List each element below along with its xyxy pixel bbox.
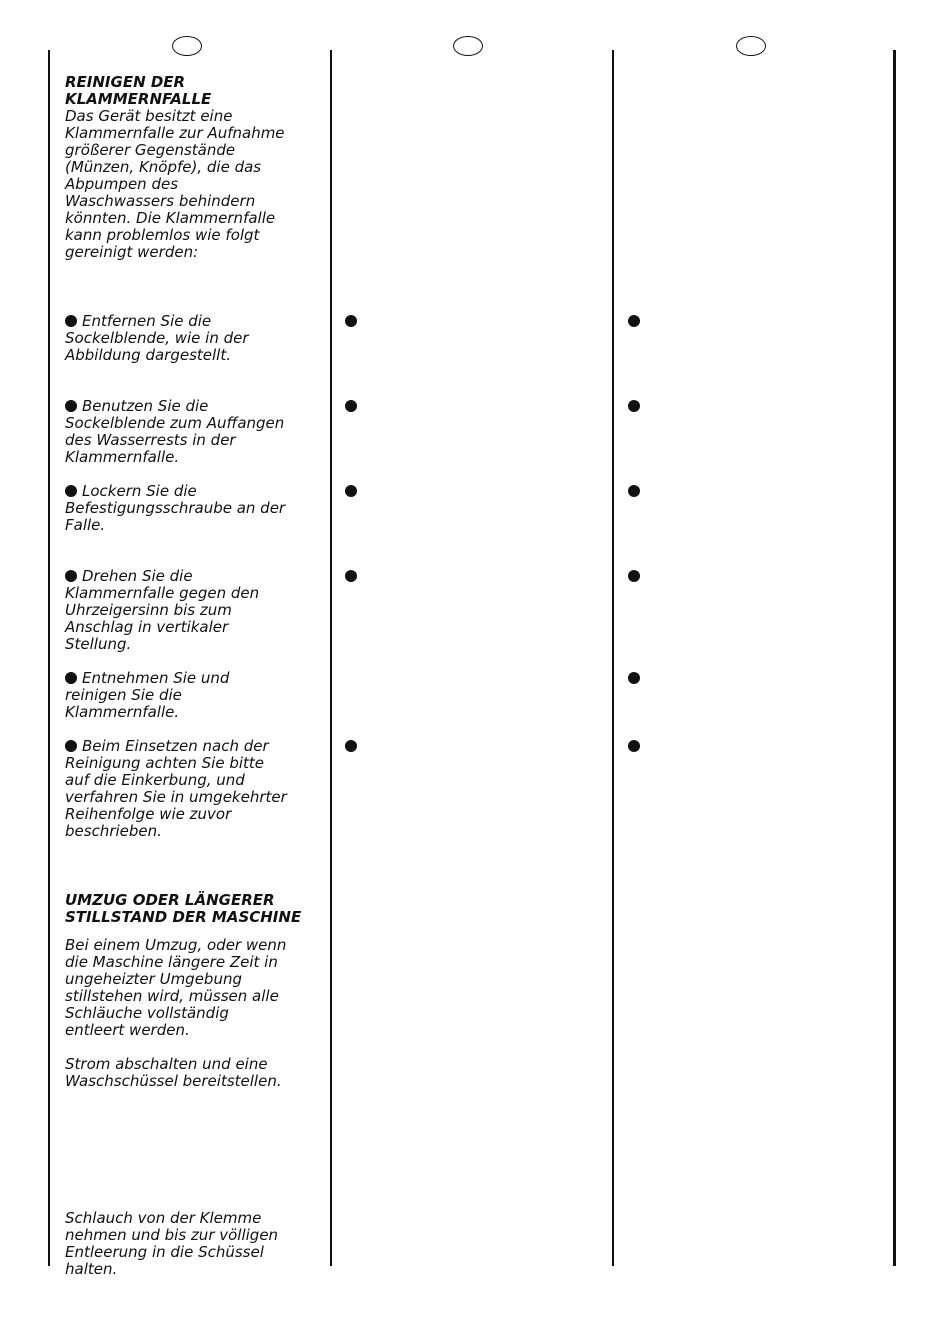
column-rule-right xyxy=(893,50,896,1266)
bullet-dot-icon xyxy=(628,315,640,327)
section2-paragraph xyxy=(65,1056,323,1090)
text-line: Klammernfalle gegen den xyxy=(65,584,260,602)
bullet-dot-icon xyxy=(628,672,640,684)
text-line: des Wasserrests in der xyxy=(65,431,236,449)
bullet-dot-icon xyxy=(65,672,77,684)
text-line: Klammernfalle. xyxy=(65,448,180,466)
text-line: Reinigung achten Sie bitte xyxy=(65,754,265,772)
text-line: Sockelblende, wie in der xyxy=(65,329,249,347)
step-item xyxy=(65,398,323,466)
bullet-dot-icon xyxy=(345,740,357,752)
section2-title-line: UMZUG ODER LÄNGERER xyxy=(65,891,275,909)
text-line: Benutzen Sie die xyxy=(82,397,209,415)
step-item xyxy=(65,670,323,721)
text-line: Das Gerät besitzt eine xyxy=(65,107,233,125)
bullet-dot-icon xyxy=(628,570,640,582)
bullet-dot-icon xyxy=(345,570,357,582)
bullet-dot-icon xyxy=(65,570,77,582)
section2-paragraph xyxy=(65,1210,323,1278)
text-line: nehmen und bis zur völligen xyxy=(65,1226,279,1244)
step-item xyxy=(65,738,323,840)
bullet-dot-icon xyxy=(628,400,640,412)
section1-title-line: REINIGEN DER xyxy=(65,73,186,91)
column-rule-left xyxy=(48,50,50,1266)
bullet-dot-icon xyxy=(628,485,640,497)
text-line: Abbildung dargestellt. xyxy=(65,346,232,364)
bullet-dot-icon xyxy=(628,740,640,752)
text-line: Stellung. xyxy=(65,635,132,653)
text-line: Entnehmen Sie und xyxy=(82,669,230,687)
text-line: Schläuche vollständig xyxy=(65,1004,229,1022)
text-line: Falle. xyxy=(65,516,106,534)
text-line: Bei einem Umzug, oder wenn xyxy=(65,936,287,954)
text-line: reinigen Sie die xyxy=(65,686,182,704)
text-line: die Maschine längere Zeit in xyxy=(65,953,278,971)
bullet-dot-icon xyxy=(65,315,77,327)
bullet-dot-icon xyxy=(65,740,77,752)
section2-title xyxy=(65,892,323,926)
text-line: Lockern Sie die xyxy=(82,482,197,500)
text-line: gereinigt werden: xyxy=(65,243,199,261)
text-line: stillstehen wird, müssen alle xyxy=(65,987,279,1005)
text-line: (Münzen, Knöpfe), die das xyxy=(65,158,262,176)
text-line: Befestigungsschraube an der xyxy=(65,499,286,517)
text-line: Entleerung in die Schüssel xyxy=(65,1243,264,1261)
bullet-dot-icon xyxy=(345,400,357,412)
text-line: verfahren Sie in umgekehrter xyxy=(65,788,287,806)
text-line: Sockelblende zum Auffangen xyxy=(65,414,285,432)
step-item xyxy=(65,483,323,534)
text-line: halten. xyxy=(65,1260,118,1278)
section2-title-line: STILLSTAND DER MASCHINE xyxy=(65,908,302,926)
bullet-dot-icon xyxy=(345,485,357,497)
text-line: Uhrzeigersinn bis zum xyxy=(65,601,232,619)
text-line: größerer Gegenstände xyxy=(65,141,236,159)
text-line: Reihenfolge wie zuvor xyxy=(65,805,232,823)
language-circle-col3 xyxy=(736,36,766,56)
text-line: entleert werden. xyxy=(65,1021,190,1039)
text-line: Waschschüssel bereitstellen. xyxy=(65,1072,282,1090)
column-rule-middle-right xyxy=(612,50,614,1266)
text-line: Drehen Sie die xyxy=(82,567,193,585)
text-line: kann problemlos wie folgt xyxy=(65,226,260,244)
text-line: Schlauch von der Klemme xyxy=(65,1209,262,1227)
language-circle-col2 xyxy=(453,36,483,56)
text-line: Beim Einsetzen nach der xyxy=(82,737,269,755)
text-line: Klammernfalle zur Aufnahme xyxy=(65,124,285,142)
text-line: auf die Einkerbung, und xyxy=(65,771,245,789)
text-line: Anschlag in vertikaler xyxy=(65,618,229,636)
section2-paragraph xyxy=(65,937,323,1039)
column-rule-middle-left xyxy=(330,50,332,1266)
step-item xyxy=(65,313,323,364)
text-line: ungeheizter Umgebung xyxy=(65,970,242,988)
step-item xyxy=(65,568,323,653)
bullet-dot-icon xyxy=(65,485,77,497)
section1-intro xyxy=(65,108,323,261)
section1-title-line: KLAMMERNFALLE xyxy=(65,90,212,108)
section1-title xyxy=(65,74,323,108)
bullet-dot-icon xyxy=(345,315,357,327)
bullet-dot-icon xyxy=(65,400,77,412)
text-line: Entfernen Sie die xyxy=(82,312,212,330)
text-line: Klammernfalle. xyxy=(65,703,180,721)
language-circle-col1 xyxy=(172,36,202,56)
text-line: beschrieben. xyxy=(65,822,162,840)
text-line: könnten. Die Klammernfalle xyxy=(65,209,276,227)
text-line: Strom abschalten und eine xyxy=(65,1055,268,1073)
text-line: Waschwassers behindern xyxy=(65,192,256,210)
text-line: Abpumpen des xyxy=(65,175,179,193)
